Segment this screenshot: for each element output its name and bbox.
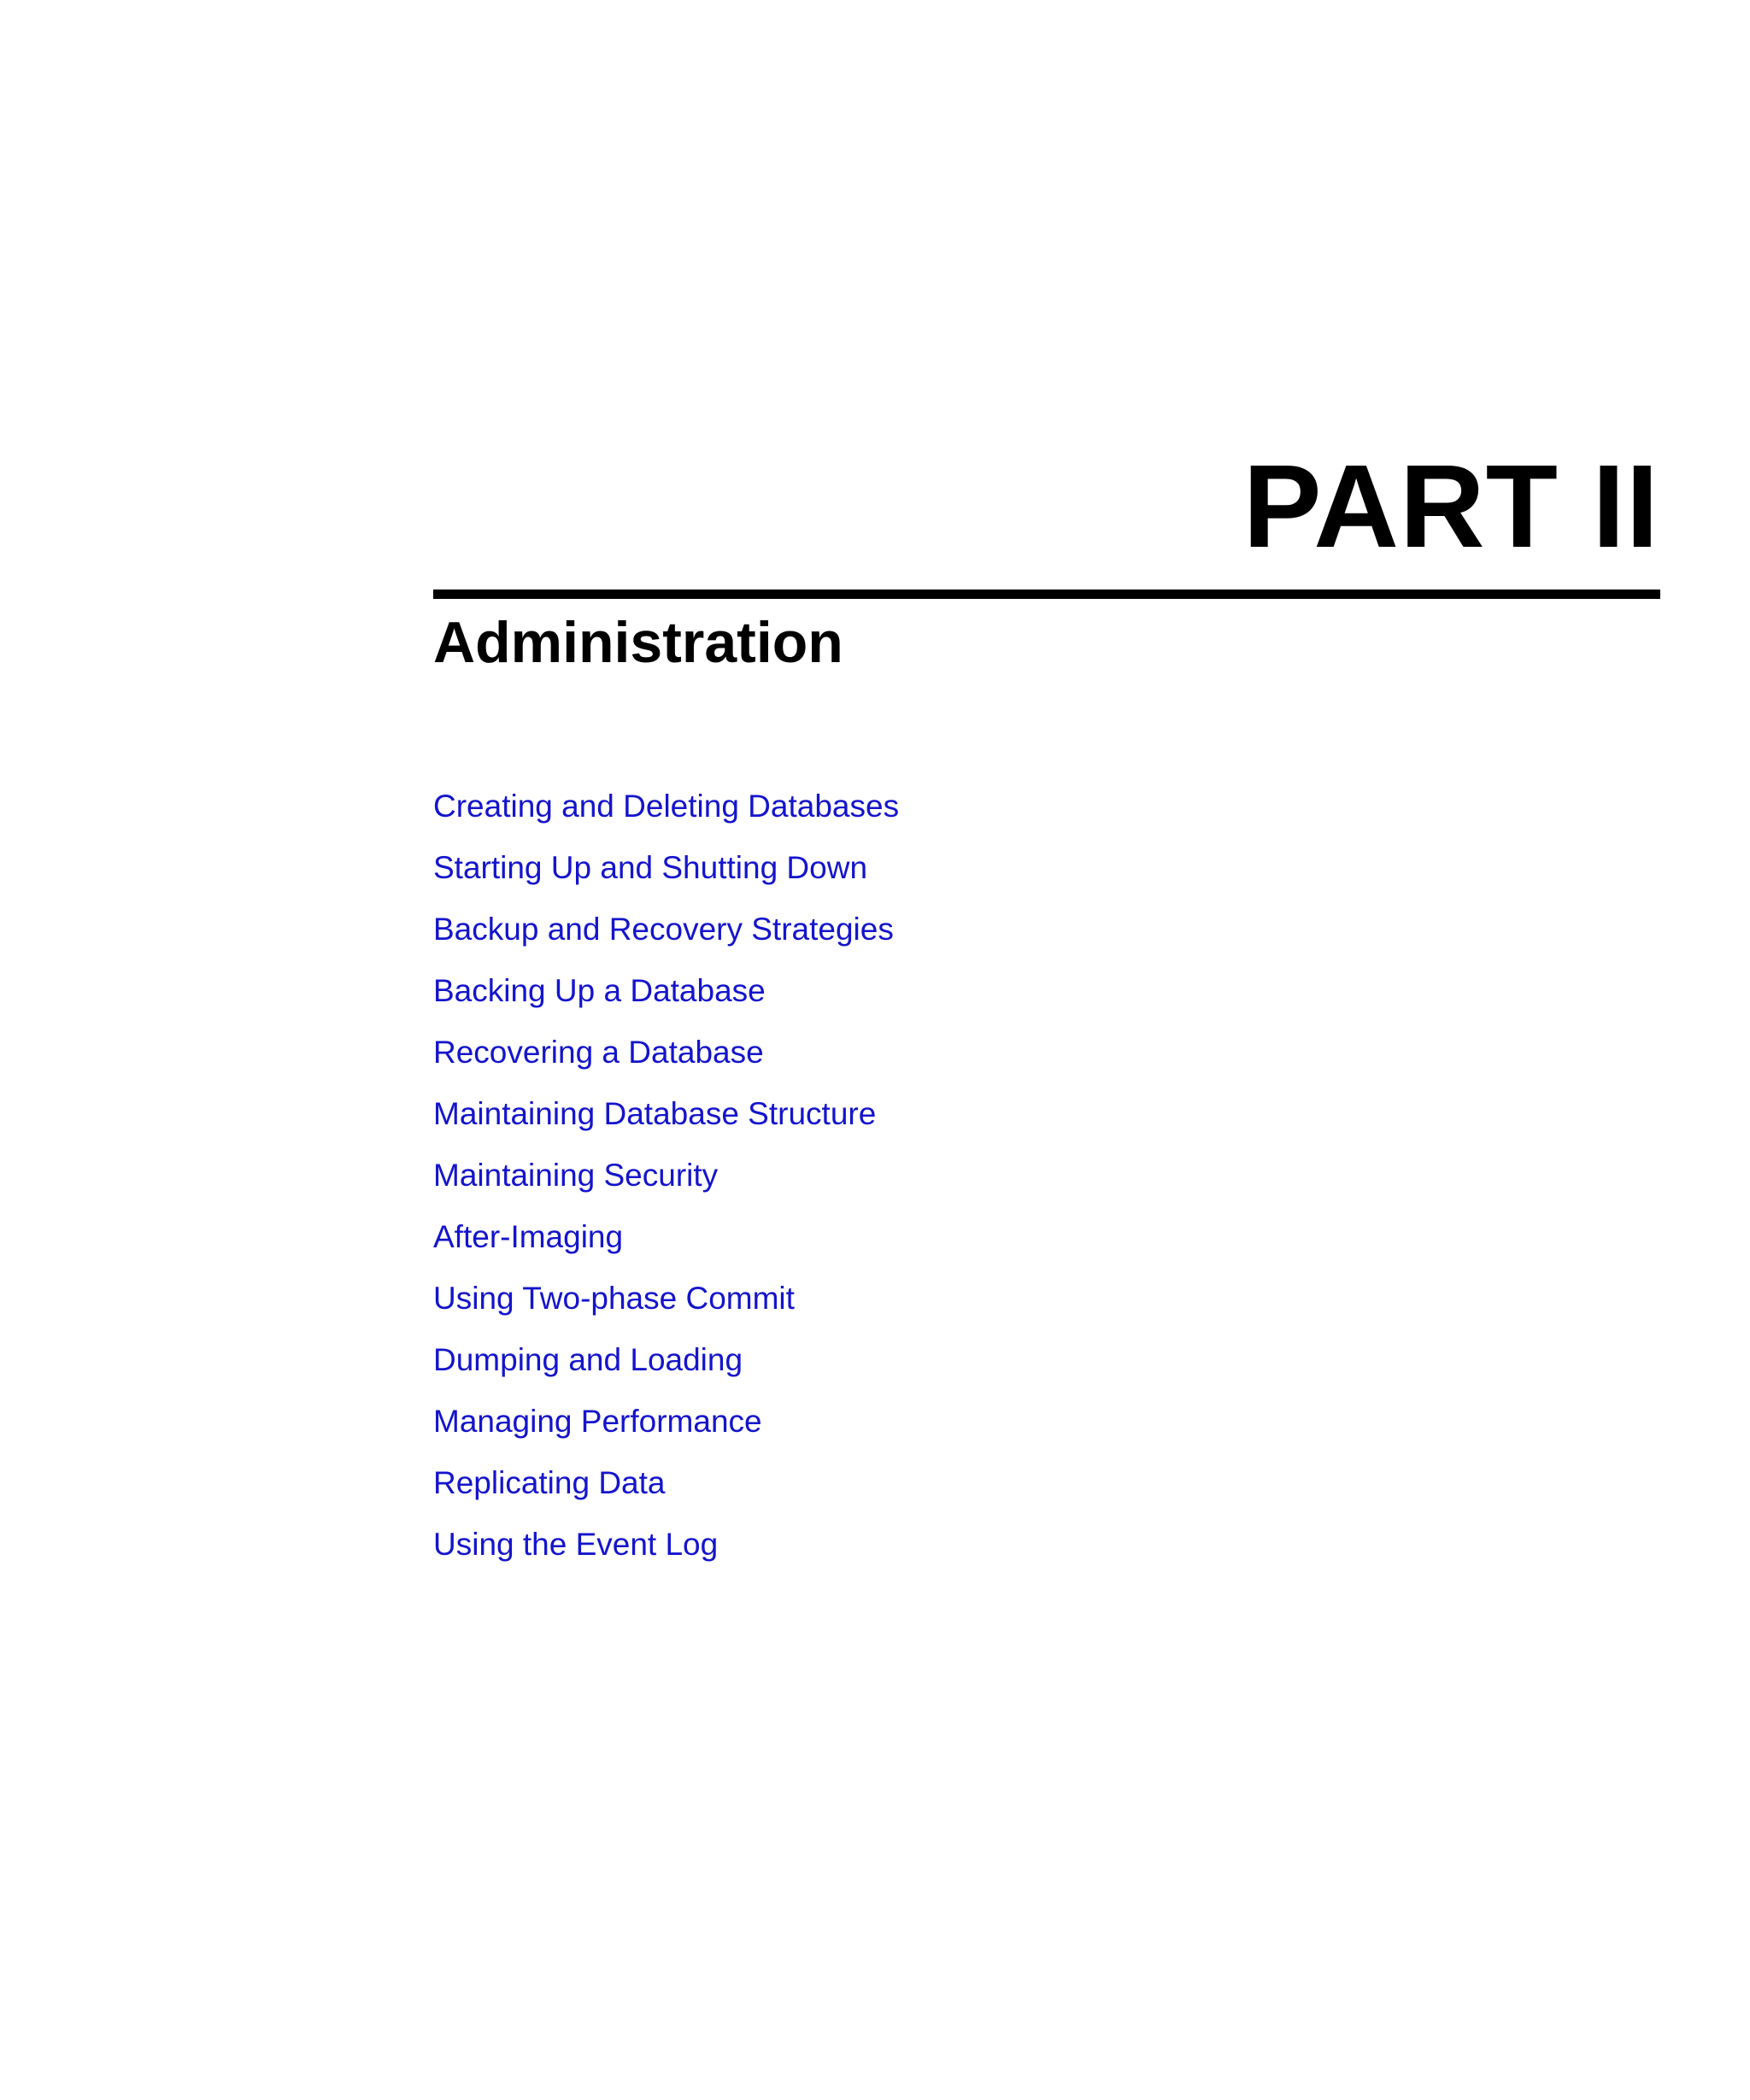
toc-item xyxy=(433,906,899,967)
toc-link-dumping-loading[interactable]: Dumping and Loading xyxy=(433,1342,743,1377)
toc-item xyxy=(433,1029,899,1090)
toc-link-replicating-data[interactable]: Replicating Data xyxy=(433,1465,666,1500)
toc-link-maintaining-database-structure[interactable]: Maintaining Database Structure xyxy=(433,1096,877,1131)
toc-list xyxy=(433,783,899,1582)
toc-link-managing-performance[interactable]: Managing Performance xyxy=(433,1404,762,1439)
toc-item xyxy=(433,844,899,906)
toc-item xyxy=(433,1090,899,1152)
toc-link-maintaining-security[interactable]: Maintaining Security xyxy=(433,1158,719,1193)
toc-item xyxy=(433,1152,899,1213)
toc-item xyxy=(433,1398,899,1459)
toc-item xyxy=(433,1213,899,1275)
toc-link-recovering-database[interactable]: Recovering a Database xyxy=(433,1035,764,1070)
toc-item xyxy=(433,967,899,1029)
toc-link-two-phase-commit[interactable]: Using Two-phase Commit xyxy=(433,1281,795,1316)
toc-link-backing-up-database[interactable]: Backing Up a Database xyxy=(433,973,766,1008)
part-title: PART II xyxy=(1242,441,1659,572)
toc-link-starting-up-shutting-down[interactable]: Starting Up and Shutting Down xyxy=(433,850,868,885)
toc-item xyxy=(433,1521,899,1582)
toc-item xyxy=(433,783,899,844)
toc-link-after-imaging[interactable]: After-Imaging xyxy=(433,1219,624,1254)
toc-link-creating-deleting-databases[interactable]: Creating and Deleting Databases xyxy=(433,789,900,824)
section-title: Administration xyxy=(433,610,843,675)
toc-item xyxy=(433,1275,899,1336)
toc-item xyxy=(433,1336,899,1398)
toc-item xyxy=(433,1459,899,1521)
toc-link-event-log[interactable]: Using the Event Log xyxy=(433,1527,719,1562)
toc-link-backup-recovery-strategies[interactable]: Backup and Recovery Strategies xyxy=(433,912,894,947)
title-rule xyxy=(433,590,1660,599)
